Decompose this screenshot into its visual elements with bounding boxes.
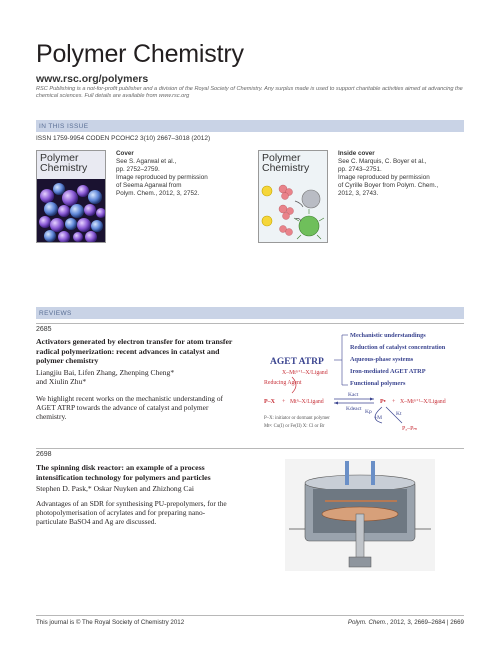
divider [36, 323, 464, 324]
scheme-species: P• [380, 399, 386, 405]
footer-citation [348, 619, 464, 626]
article-authors-line: Liangjiu Bai, Lifen Zhang, Zhenping Cheng* [36, 368, 175, 377]
journal-url[interactable]: www.rsc.org/polymers [36, 73, 149, 85]
article-page-number: 2698 [36, 451, 52, 458]
article-authors: Stephen D. Pask,* Oskar Nuyken and Zhizhong Cai [36, 484, 194, 493]
inside-cover-image[interactable] [258, 150, 328, 243]
scheme-item: Iron-mediated AGET ATRP [350, 368, 426, 375]
cover-caption [116, 150, 236, 198]
article-abstract-line: chemistry. [36, 412, 67, 421]
scheme-item: Functional polymers [350, 380, 406, 387]
spinning-disk-reactor-figure[interactable] [285, 459, 435, 571]
inside-cover-illustration [259, 151, 328, 243]
scheme-species: + [392, 399, 396, 405]
cover-caption-line: pp. 2752–2759. [116, 166, 160, 173]
article-title-line: intensification technology for polymers and particles [36, 472, 211, 482]
issn-line: ISSN 1759-9954 CODEN PCOHC2 3(10) 2667–3018 (2012) [36, 135, 211, 142]
publisher-note: RSC Publishing is a not-for-profit publisher and a division of the Royal Society of Chemistry. Any surplus made is used to support charitable activities aimed at advancing the chemical sciences. Full details are available from www.rsc.org [36, 86, 463, 100]
cover-caption-line: Image reproduced by permission [116, 174, 208, 181]
footer-divider [36, 615, 464, 616]
inside-cover-caption [338, 150, 463, 198]
article-abstract [36, 499, 261, 526]
scheme-species: + [282, 399, 286, 405]
scheme-rate-constant: Kact [348, 392, 359, 398]
scheme-item: Mechanistic understandings [350, 332, 426, 339]
article-abstract-line: particulate BaSO4 and Ag are discussed. [36, 517, 157, 526]
aget-atrp-scheme-svg [262, 327, 467, 437]
article-abstract-line: AGET ATRP towards the advance of catalyst and polymer [36, 403, 209, 412]
footer-journal: Polym. Chem. [347, 619, 387, 626]
footer-pages: , 2012, 3, 2669–2684 | 2669 [386, 619, 464, 626]
cover-caption-line: Polym. Chem., 2012, 3, 2752. [116, 190, 200, 197]
cover-caption-line: See S. Agarwal et al., [116, 158, 177, 165]
section-bar-reviews: REVIEWS [36, 307, 464, 319]
inside-cover-caption-line: Image reproduced by permission [338, 174, 430, 181]
inside-cover-caption-line: See C. Marquis, C. Boyer et al., [338, 158, 427, 165]
scheme-item: Reduction of catalyst concentration [350, 344, 446, 351]
journal-title: Polymer Chemistry [36, 40, 244, 68]
article-title-line: radical polymerization: recent advances in catalyst and [36, 346, 220, 356]
scheme-species: X–Mtⁿ⁺¹–X/Ligand [282, 370, 328, 376]
inside-cover-caption-line: 2012, 3, 2743. [338, 190, 379, 197]
scheme-rate-constant: Kp [365, 409, 372, 415]
section-bar-in-this-issue: IN THIS ISSUE [36, 120, 464, 132]
cover-caption-line: of Seema Agarwal from [116, 182, 182, 189]
inside-cover-label: Inside cover [338, 150, 375, 157]
article-title-line: The spinning disk reactor: an example of a process [36, 463, 205, 472]
article-title[interactable] [36, 337, 261, 366]
deactivation-arrowhead [334, 402, 338, 405]
inside-cover-caption-line: of Cyrille Boyer from Polym. Chem., [338, 182, 439, 189]
scheme-species: P–X [264, 399, 275, 405]
scheme-species: X–Mtⁿ⁺¹–X/Ligand [400, 399, 446, 405]
article-abstract [36, 394, 261, 421]
divider [36, 448, 464, 449]
footer-copyright: This journal is © The Royal Society of Chemistry 2012 [36, 619, 185, 626]
scheme-item: Aqueous-phase systems [350, 356, 414, 363]
aget-atrp-scheme[interactable] [262, 327, 467, 437]
scheme-rate-constant: Kt [396, 411, 402, 417]
article-page-number: 2685 [36, 326, 52, 333]
article-abstract-line: Advantages of an SDR for synthesising PU-prepolymers, for the [36, 499, 227, 508]
polymer-particles-illustration [37, 151, 106, 243]
cover-image[interactable] [36, 150, 106, 243]
cover-thumb-title: Polymer Chemistry [40, 152, 88, 174]
scheme-species: +M [374, 415, 382, 421]
scheme-species: Mtⁿ–X/Ligand [290, 399, 324, 405]
article-authors-line: and Xiulin Zhu* [36, 377, 87, 386]
article-authors [36, 368, 261, 386]
inside-cover-caption-line: pp. 2743–2751. [338, 166, 382, 173]
activation-arrowhead [370, 398, 374, 401]
article-title[interactable] [36, 463, 261, 482]
scheme-reducing-agent: Reducing Agent [264, 380, 302, 386]
scheme-note: P–X: initiator or dormant polymer [264, 416, 330, 421]
spinning-disk-reactor-illustration [285, 459, 435, 571]
scheme-species: Pₓ–Pₘ [402, 426, 418, 432]
cover-label: Cover [116, 150, 134, 157]
article-title-line: Activators generated by electron transfer for atom transfer [36, 337, 233, 346]
scheme-note: Mtⁿ: Cu(I) or Fe(II) X: Cl or Br [264, 424, 325, 429]
scheme-rate-constant: Kdeact [346, 406, 362, 412]
inside-cover-thumb-title: Polymer Chemistry [262, 152, 310, 174]
scheme-heading: AGET ATRP [270, 357, 324, 367]
article-abstract-line: We highlight recent works on the mechanistic understanding of [36, 394, 223, 403]
article-abstract-line: photopolymerisation of acrylates and for preparing nano- [36, 508, 206, 517]
article-title-line: polymer chemistry [36, 356, 99, 365]
